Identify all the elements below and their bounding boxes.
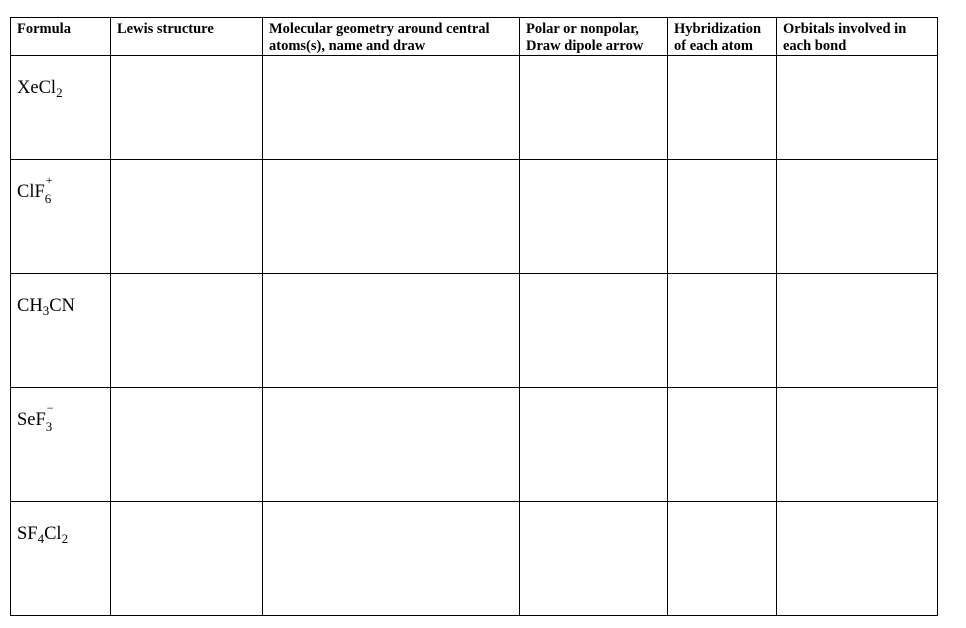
lewis-structure-cell[interactable]: [111, 388, 263, 502]
polarity-cell[interactable]: [520, 56, 668, 160]
chemistry-worksheet-table: [10, 17, 938, 616]
hybridization-cell[interactable]: [668, 274, 777, 388]
table-row: [11, 160, 938, 274]
formula-charge: −: [46, 401, 54, 415]
formula-subscript: 2: [56, 85, 63, 100]
formula-cell: [11, 502, 111, 616]
orbitals-cell[interactable]: [777, 388, 938, 502]
formula-charge: +: [45, 173, 53, 187]
polarity-cell[interactable]: [520, 160, 668, 274]
header-molecular-geometry: Molecular geometry around central atoms(s), name and draw: [263, 18, 520, 56]
formula-subscript: 2: [61, 531, 69, 546]
molecular-geometry-cell[interactable]: [263, 502, 520, 616]
molecular-geometry-cell[interactable]: [263, 274, 520, 388]
polarity-cell[interactable]: [520, 502, 668, 616]
formula-cell: [11, 56, 111, 160]
formula-text: Cl: [44, 524, 62, 544]
header-hybridization: Hybridization of each atom: [668, 18, 777, 56]
molecular-geometry-cell[interactable]: [263, 388, 520, 502]
formula-text: SF: [17, 524, 38, 544]
formula-cell: [11, 160, 111, 274]
hybridization-cell[interactable]: [668, 160, 777, 274]
formula-cell: [11, 388, 111, 502]
header-row: [11, 18, 938, 56]
formula-text: SeF: [17, 410, 46, 430]
table-row: [11, 56, 938, 160]
polarity-cell[interactable]: [520, 388, 668, 502]
lewis-structure-cell[interactable]: [111, 160, 263, 274]
hybridization-cell[interactable]: [668, 56, 777, 160]
formula-subscript: 3: [42, 303, 50, 318]
formula-text: ClF: [17, 182, 45, 202]
polarity-cell[interactable]: [520, 274, 668, 388]
header-orbitals: Orbitals involved in each bond: [777, 18, 938, 56]
table-body: [11, 56, 938, 616]
formula-sub-sup: [45, 401, 55, 434]
formula-text: CN: [49, 296, 75, 316]
hybridization-cell[interactable]: [668, 502, 777, 616]
molecular-geometry-cell[interactable]: [263, 56, 520, 160]
orbitals-cell[interactable]: [777, 56, 938, 160]
table-row: [11, 274, 938, 388]
table-row: [11, 502, 938, 616]
hybridization-cell[interactable]: [668, 388, 777, 502]
formula-cell: [11, 274, 111, 388]
formula-text: XeCl: [17, 78, 57, 98]
lewis-structure-cell[interactable]: [111, 274, 263, 388]
formula-text: CH: [17, 296, 43, 316]
lewis-structure-cell[interactable]: [111, 56, 263, 160]
header-formula: Formula: [11, 18, 111, 56]
formula-subscript: 6: [44, 191, 52, 206]
header-lewis-structure: Lewis structure: [111, 18, 263, 56]
orbitals-cell[interactable]: [777, 502, 938, 616]
header-polarity: Polar or nonpolar, Draw dipole arrow: [520, 18, 668, 56]
formula-subscript: 4: [37, 531, 45, 546]
lewis-structure-cell[interactable]: [111, 502, 263, 616]
formula-sub-sup: [44, 173, 54, 206]
table-row: [11, 388, 938, 502]
orbitals-cell[interactable]: [777, 160, 938, 274]
orbitals-cell[interactable]: [777, 274, 938, 388]
molecular-geometry-cell[interactable]: [263, 160, 520, 274]
formula-subscript: 3: [45, 419, 53, 434]
